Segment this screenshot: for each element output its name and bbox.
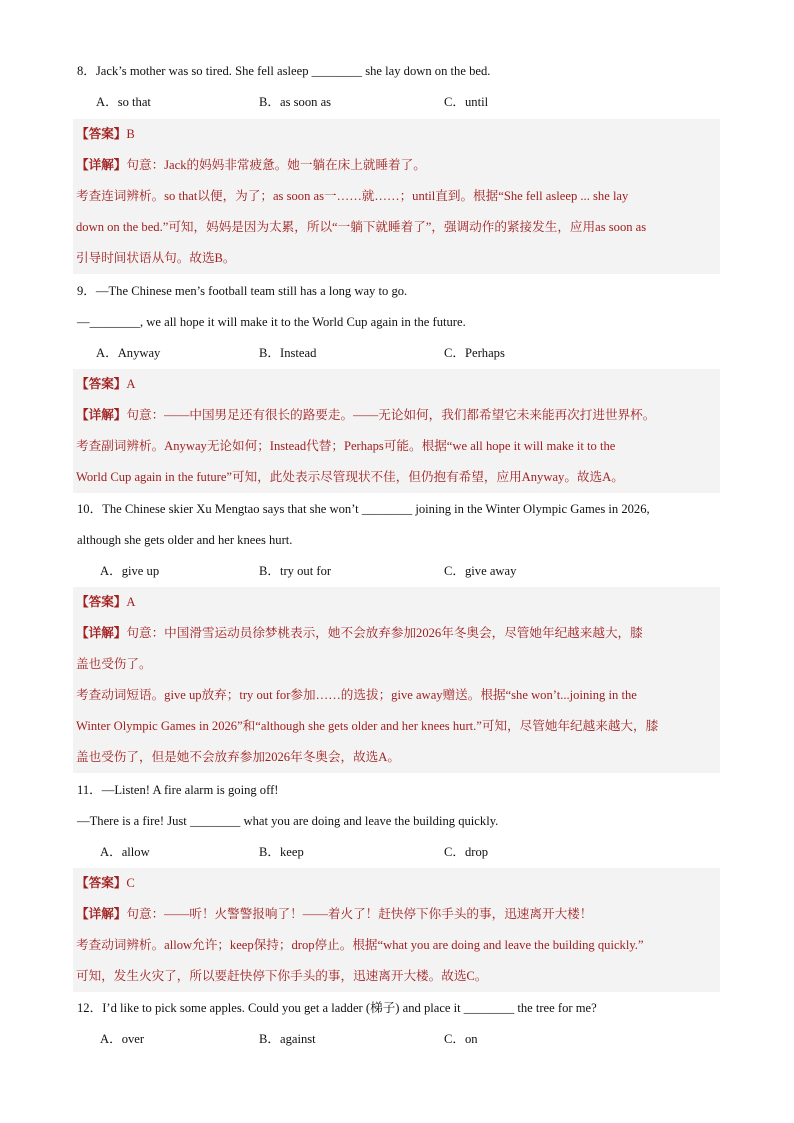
question-line: 8．Jack’s mother was so tired. She fell asleep ________ she lay down on the bed. [77,64,491,78]
question-9-answer-box [73,369,720,493]
question-line: —There is a fire! Just ________ what you are doing and leave the building quickly. [77,814,499,828]
detail-line [73,400,720,431]
detail-label: 【详解】 [76,158,127,172]
question-8-answer-box [73,119,720,274]
detail-text: 句意：——听！火警警报响了！——着火了！赶快停下你手头的事，迅速离开大楼！ [126,907,593,921]
option-a: A．Anyway [96,346,161,360]
answer-line [73,587,720,618]
detail-line: Winter Olympic Games in 2026”和“although she gets older and her knees hurt.”可知，尽管她年纪越来越大，膝 [76,719,659,733]
question-11-stem [77,775,721,837]
option-b: B．Instead [259,346,317,360]
detail-line: World Cup again in the future”可知，此处表示尽管现状不佳，但仍抱有希望，应用Anyway。故选A。 [76,470,624,484]
question-8-options [77,87,721,118]
detail-line: 考查连词辨析。so that以便，为了；as soon as一……就……；until直到。根据“She fell asleep ... she lay [76,189,629,203]
option-b: B．keep [259,845,304,859]
answer-label: 【答案】 [76,377,127,391]
question-12-stem [77,993,721,1024]
detail-line: down on the bed.”可知，妈妈是因为太累，所以“一躺下就睡着了”，强调动作的紧接发生，应用as soon as [76,220,647,234]
option-c: C．drop [444,845,489,859]
detail-line [73,150,720,181]
question-8-stem [77,56,721,87]
option-c: C．on [444,1032,478,1046]
detail-line [73,618,720,649]
detail-line: 考查动词辨析。allow允许；keep保持；drop停止。根据“what you are doing and leave the building quickly.” [76,938,644,952]
detail-line: 可知，发生火灾了，所以要赶快停下你手头的事，迅速离开大楼。故选C。 [76,969,488,983]
question-10-answer-box [73,587,720,773]
detail-label: 【详解】 [76,626,127,640]
answer-label: 【答案】 [76,595,127,609]
detail-line: 引导时间状语从句。故选B。 [76,251,236,265]
answer-value: C [126,876,135,890]
answer-value: A [126,595,136,609]
detail-label: 【详解】 [76,907,127,921]
detail-label: 【详解】 [76,408,127,422]
option-c: C．until [444,95,489,109]
question-10-stem [77,494,721,556]
question-line: 10．The Chinese skier Xu Mengtao says that she won’t ________ joining in the Winter Olympic Games in 2026, [77,502,650,516]
answer-value: A [126,377,136,391]
question-10-options [77,556,721,587]
option-c: C．give away [444,564,517,578]
option-a: A．so that [96,95,151,109]
answer-line [73,119,720,150]
question-11-answer-box [73,868,720,992]
detail-text: 句意：Jack的妈妈非常疲惫。她一躺在床上就睡着了。 [126,158,426,172]
detail-text: 句意：中国滑雪运动员徐梦桃表示，她不会放弃参加2026年冬奥会，尽管她年纪越来越大，膝 [126,626,643,640]
question-12-options [77,1024,721,1055]
answer-line [73,369,720,400]
option-a: A．allow [100,845,150,859]
question-line: —________, we all hope it will make it to the World Cup again in the future. [77,315,466,329]
question-line: 11．—Listen! A fire alarm is going off! [77,783,279,797]
answer-line [73,868,720,899]
detail-line: 考查副词辨析。Anyway无论如何；Instead代替；Perhaps可能。根据“we all hope it will make it to the [76,439,616,453]
detail-line: 盖也受伤了。 [76,657,152,671]
question-line: 12．I’d like to pick some apples. Could you get a ladder (梯子) and place it ________ the tree for me? [77,1001,597,1015]
detail-line: 考查动词短语。give up放弃；try out for参加……的选拔；give away赠送。根据“she won’t...joining in the [76,688,637,702]
option-b: B．against [259,1032,316,1046]
option-b: B．try out for [259,564,332,578]
question-line: although she gets older and her knees hurt. [77,533,293,547]
option-a: A．over [100,1032,145,1046]
answer-label: 【答案】 [76,876,127,890]
option-a: A．give up [100,564,160,578]
question-line: 9．—The Chinese men’s football team still has a long way to go. [77,284,408,298]
question-11-options [77,837,721,868]
answer-value: B [126,127,135,141]
detail-line: 盖也受伤了，但是她不会放弃参加2026年冬奥会，故选A。 [76,750,400,764]
option-b: B．as soon as [259,95,332,109]
question-9-options [77,338,721,369]
detail-line [73,899,720,930]
detail-text: 句意：——中国男足还有很长的路要走。——无论如何，我们都希望它未来能再次打进世界杯。 [126,408,656,422]
answer-label: 【答案】 [76,127,127,141]
question-9-stem [77,276,721,338]
option-c: C．Perhaps [444,346,505,360]
